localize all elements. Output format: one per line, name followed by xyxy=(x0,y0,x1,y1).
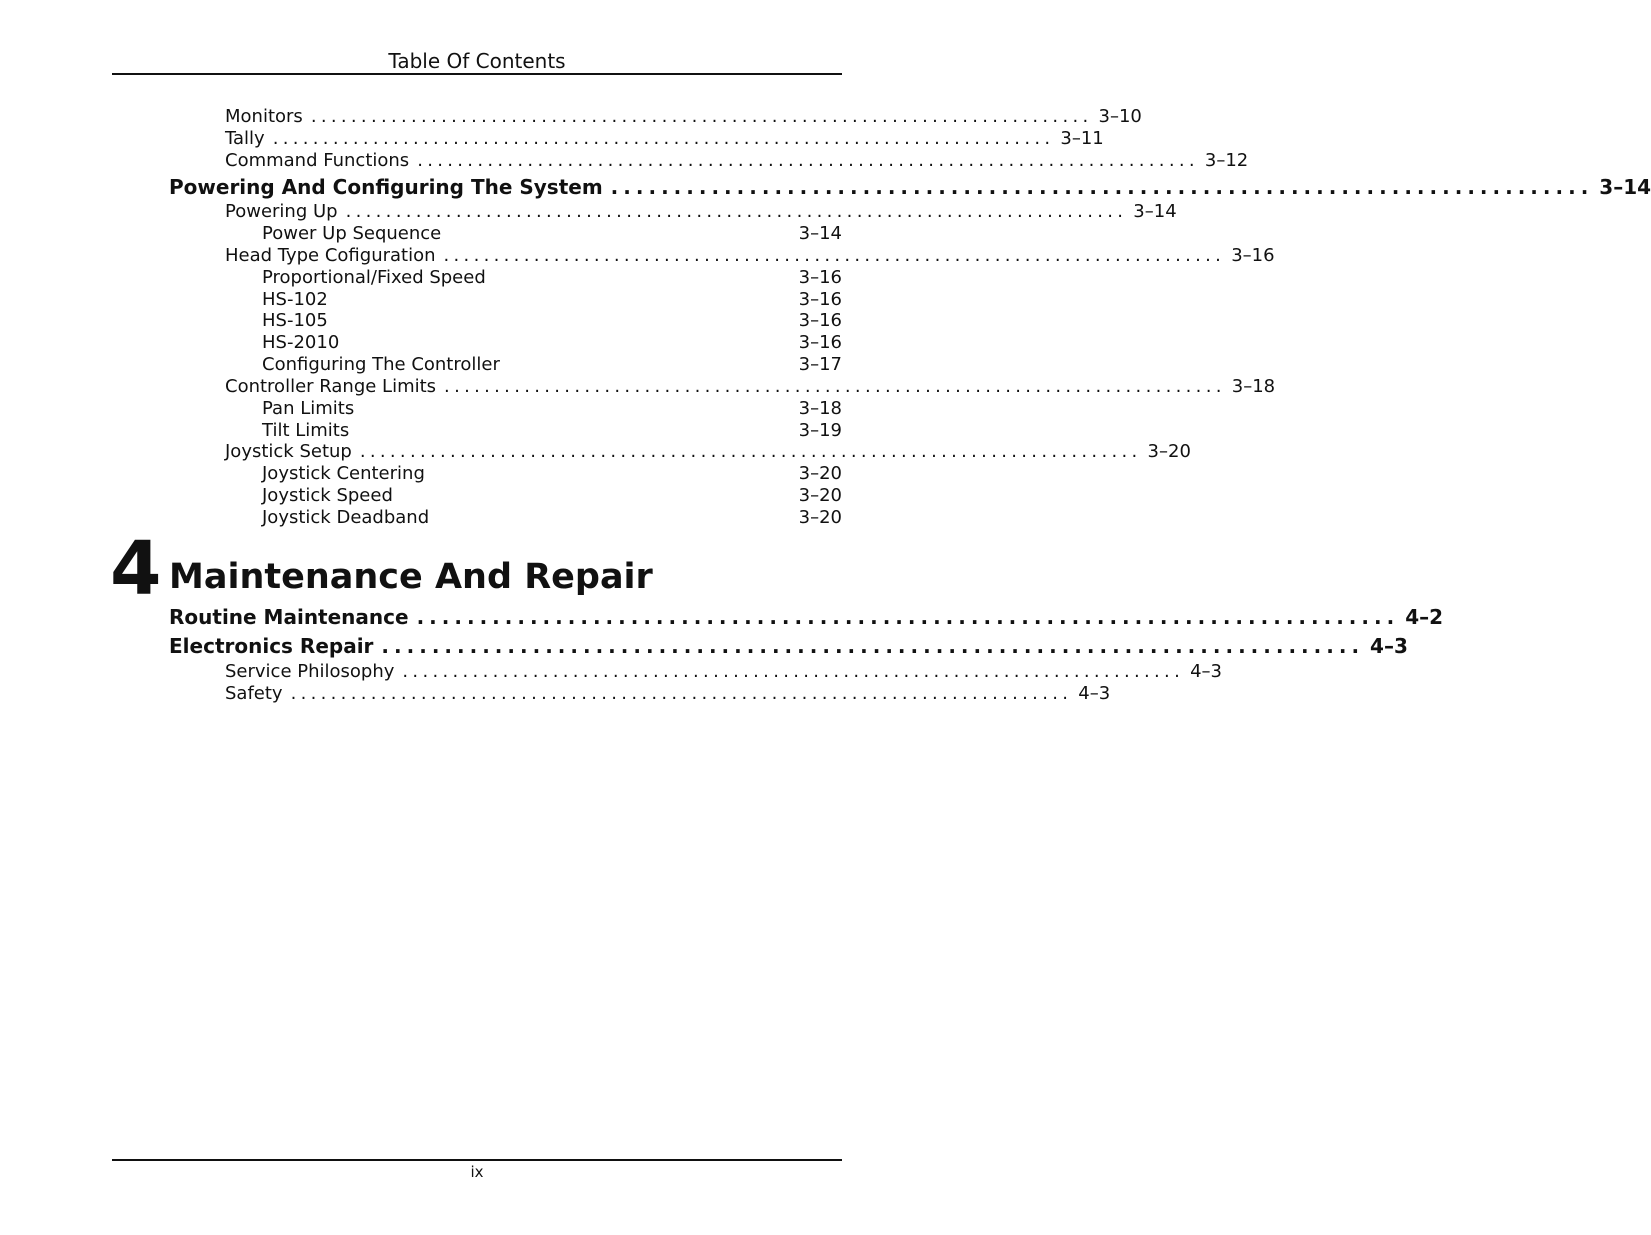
toc-entry-title: Pan Limits xyxy=(262,398,355,419)
leader-dots: .............................................................................. xyxy=(417,150,1199,171)
toc-section-title: Electronics Repair xyxy=(169,634,374,658)
toc-entry-title: Tally xyxy=(225,128,265,149)
toc-entry-page: 3–20 xyxy=(798,463,842,484)
toc-entry-monitors[interactable] xyxy=(225,106,1142,128)
toc-entry-power-up-sequence[interactable] xyxy=(262,223,842,245)
toc-entry-pan-limits[interactable] xyxy=(262,398,842,420)
leader-dots: .............................................................................. xyxy=(310,106,1093,127)
page-number: ix xyxy=(470,1163,484,1181)
leader-dots: .............................................................................. xyxy=(443,245,1226,266)
toc-entry-command-functions[interactable] xyxy=(225,150,1249,172)
toc-entry-joystick-deadband[interactable] xyxy=(262,507,842,529)
toc-entry-page: 3–18 xyxy=(1231,376,1276,397)
chapter-title[interactable]: Maintenance And Repair xyxy=(169,557,653,597)
chapter-number: 4 xyxy=(110,526,162,612)
toc-entry-page: 3–20 xyxy=(798,507,842,528)
toc-entry-powering-up[interactable] xyxy=(225,201,1177,223)
footer-rule xyxy=(112,1159,842,1161)
toc-entry-title: Joystick Speed xyxy=(262,485,393,506)
toc-entry-page: 3–17 xyxy=(798,354,842,375)
toc-entry-range-limits[interactable] xyxy=(225,376,1276,398)
toc-entry-title: HS-102 xyxy=(262,289,328,310)
toc-entry-title: Service Philosophy xyxy=(225,661,395,682)
toc-entry-page: 3–14 xyxy=(798,223,842,244)
leader-dots: .............................................................................. xyxy=(272,128,1055,149)
toc-section-page: 3–14 xyxy=(1599,175,1651,199)
toc-entry-page: 3–12 xyxy=(1204,150,1249,171)
toc-section-powering[interactable] xyxy=(169,174,1651,200)
toc-entry-joystick-speed[interactable] xyxy=(262,485,842,507)
toc-entry-hs-102[interactable] xyxy=(262,289,842,311)
toc-entry-title: Monitors xyxy=(225,106,303,127)
toc-entry-title: Configuring The Controller xyxy=(262,354,500,375)
toc-entry-service-philosophy[interactable] xyxy=(225,661,1223,683)
toc-entry-joystick-centering[interactable] xyxy=(262,463,842,485)
leader-dots: .............................................................................. xyxy=(290,683,1073,704)
toc-entry-page: 4–3 xyxy=(1078,683,1111,704)
toc-entry-page: 3–16 xyxy=(798,267,842,288)
toc-entry-joystick-setup[interactable] xyxy=(225,441,1191,463)
toc-section-page: 4–2 xyxy=(1405,605,1444,629)
toc-section-routine-maintenance[interactable] xyxy=(169,604,1444,630)
toc-entry-page: 3–16 xyxy=(1231,245,1275,266)
toc-entry-hs-2010[interactable] xyxy=(262,332,842,354)
toc-entry-title: Powering Up xyxy=(225,201,338,222)
toc-entry-title: Joystick Deadband xyxy=(262,507,430,528)
toc-entry-title: Head Type Cofiguration xyxy=(225,245,436,266)
toc-entry-tally[interactable] xyxy=(225,128,1104,150)
toc-entry-title: Safety xyxy=(225,683,283,704)
toc-section-page: 4–3 xyxy=(1370,634,1408,658)
toc-entry-page: 3–19 xyxy=(798,420,842,441)
header-title: Table Of Contents xyxy=(388,49,566,73)
leader-dots: .............................................................................. xyxy=(359,441,1142,462)
toc-entry-title: Controller Range Limits xyxy=(225,376,437,397)
leader-dots: .............................................................................. xyxy=(444,376,1226,397)
leader-dots: .............................................................................. xyxy=(416,605,1400,629)
toc-entry-title: Tilt Limits xyxy=(262,420,350,441)
toc-entry-title: HS-2010 xyxy=(262,332,340,353)
toc-entry-page: 4–3 xyxy=(1190,661,1223,682)
toc-entry-safety[interactable] xyxy=(225,683,1111,705)
leader-dots: .............................................................................. xyxy=(381,634,1365,658)
toc-section-title: Routine Maintenance xyxy=(169,605,409,629)
toc-entry-page: 3–16 xyxy=(798,289,842,310)
toc-entry-title: Joystick Centering xyxy=(262,463,425,484)
toc-entry-title: Power Up Sequence xyxy=(262,223,442,244)
toc-entry-page: 3–14 xyxy=(1133,201,1177,222)
toc-entry-page: 3–20 xyxy=(1147,441,1191,462)
toc-entry-title: Command Functions xyxy=(225,150,410,171)
toc-entry-head-type[interactable] xyxy=(225,245,1275,267)
toc-section-electronics-repair[interactable] xyxy=(169,633,1408,659)
toc-entry-title: Proportional/Fixed Speed xyxy=(262,267,486,288)
toc-entry-page: 3–11 xyxy=(1060,128,1104,149)
toc-entry-page: 3–20 xyxy=(798,485,842,506)
toc-entry-tilt-limits[interactable] xyxy=(262,420,842,442)
leader-dots: .............................................................................. xyxy=(402,661,1185,682)
toc-entry-hs-105[interactable] xyxy=(262,310,842,332)
toc-entry-page: 3–16 xyxy=(798,310,842,331)
header-rule xyxy=(112,73,842,75)
toc-entry-title: Joystick Setup xyxy=(225,441,352,462)
toc-entry-page: 3–18 xyxy=(798,398,842,419)
toc-entry-page: 3–16 xyxy=(798,332,842,353)
toc-entry-page: 3–10 xyxy=(1098,106,1142,127)
leader-dots: .............................................................................. xyxy=(610,175,1594,199)
toc-entry-configuring-controller[interactable] xyxy=(262,354,842,376)
leader-dots: .............................................................................. xyxy=(345,201,1128,222)
toc-section-title: Powering And Configuring The System xyxy=(169,175,603,199)
toc-entry-title: HS-105 xyxy=(262,310,328,331)
toc-entry-proportional[interactable] xyxy=(262,267,842,289)
